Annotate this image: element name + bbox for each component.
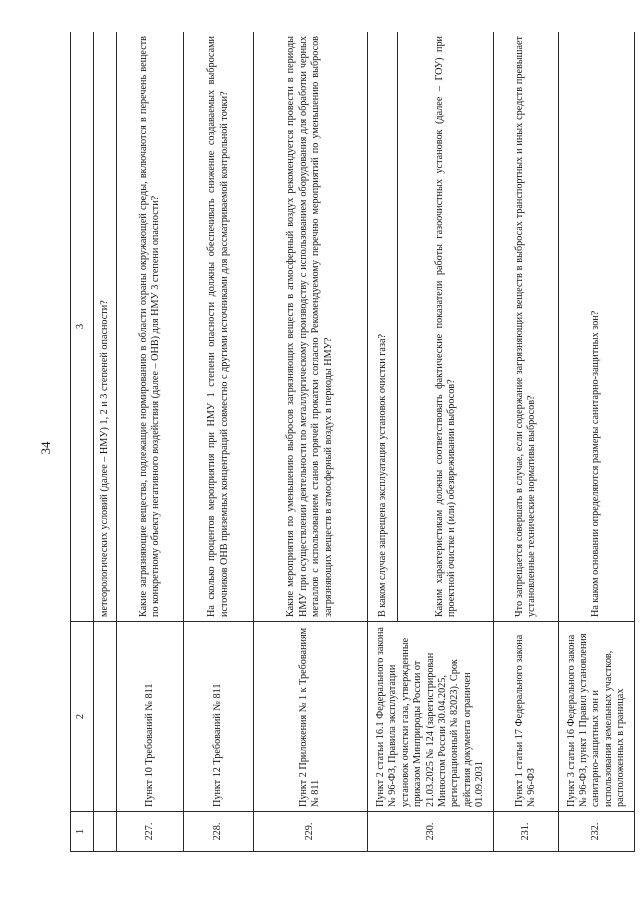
table-row [368,32,398,852]
row-source: Пункт 2 Приложения № 1 к Требованиям № 811 [253,622,368,812]
row-source: Пункт 1 статьи 17 Федерального закона № 96-ФЗ [494,622,559,812]
row-number: 232. [559,812,635,852]
row-question: Какие мероприятия по уменьшению выбросов загрязняющих веществ в атмосферный воздух рекомендуется провести в периоды НМУ при осуществлении деятельности по металлургическому производству с использованием оборудования для обработки черных металлов с использованием станов горячей прокатки согласно Рекомендуемому перечню мероприятий по уменьшению выбросов загрязняющих веществ в атмосферный воздух в периоды НМУ? [253,32,368,622]
row-question: Какие загрязняющие вещества, подлежащие нормированию в области охраны окружающей среды, включаются в перечень веществ по конкретному объекту негативного воздействия (далее – ОНВ) для НМУ 3 степени опасности? [117,32,184,622]
header-row [71,32,94,852]
table-row [253,32,368,852]
table-row [494,32,559,852]
header-col-2: 2 [71,622,94,812]
row-source: Пункт 12 Требований № 811 [184,622,253,812]
row-question: На каком основании определяются размеры санитарно-защитных зон? [559,32,635,622]
row-source: Пункт 2 статьи 16.1 Федерального закона № 96-ФЗ, Правила эксплуатации установок очистки газа, утвержденные приказом Минприроды России от 21.03.2025 № 124 (зарегистрирован Минюстом России 30.04.2025, регистрационный № 82023). Срок действия документа ограничен 01.09.2031 [368,622,494,812]
row-number: 227. [117,812,184,852]
row-source: Пункт 3 статьи 16 Федерального закона № 96-ФЗ, пункт 1 Правил установления санитарно-защитных зон и использования земельных участков, расположенных в границах [559,622,635,812]
row-question: метеорологических условий (далее – НМУ) 1, 2 и 3 степеней опасности? [93,32,117,622]
table-row [184,32,253,852]
row-number: 231. [494,812,559,852]
row-question: На сколько процентов мероприятия при НМУ 1 степени опасности должны обеспечивать снижение создаваемых выбросами источников ОНВ приземных концентраций совместно с другими источниками для рассматриваемой контрольной точки? [184,32,253,622]
row-number: 229. [253,812,368,852]
header-col-3: 3 [71,32,94,622]
row-source [93,622,117,812]
row-question-b: Каким характеристикам должны соответствовать фактические показатели работы газоочистных установок (далее – ГОУ) при проектной очистке и (или) обезвреживании выбросов? [398,32,494,622]
row-question: Что запрещается совершать в случае, если содержание загрязняющих веществ в выбросах транспортных и иных средств превышает установленные технические нормативы выбросов? [494,32,559,622]
rotated-table [70,32,635,852]
table-row [559,32,635,852]
questions-table-wrapper [70,32,635,890]
row-number: 228. [184,812,253,852]
questions-table [70,32,635,852]
table-row [117,32,184,852]
header-col-1: 1 [71,812,94,852]
table-row [93,32,117,852]
row-number: 230. [368,812,494,852]
row-source: Пункт 10 Требований № 811 [117,622,184,812]
page-number: 34 [38,441,53,455]
row-number [93,812,117,852]
row-question-a: В каком случае запрещена эксплуатация установок очистки газа? [368,32,398,622]
